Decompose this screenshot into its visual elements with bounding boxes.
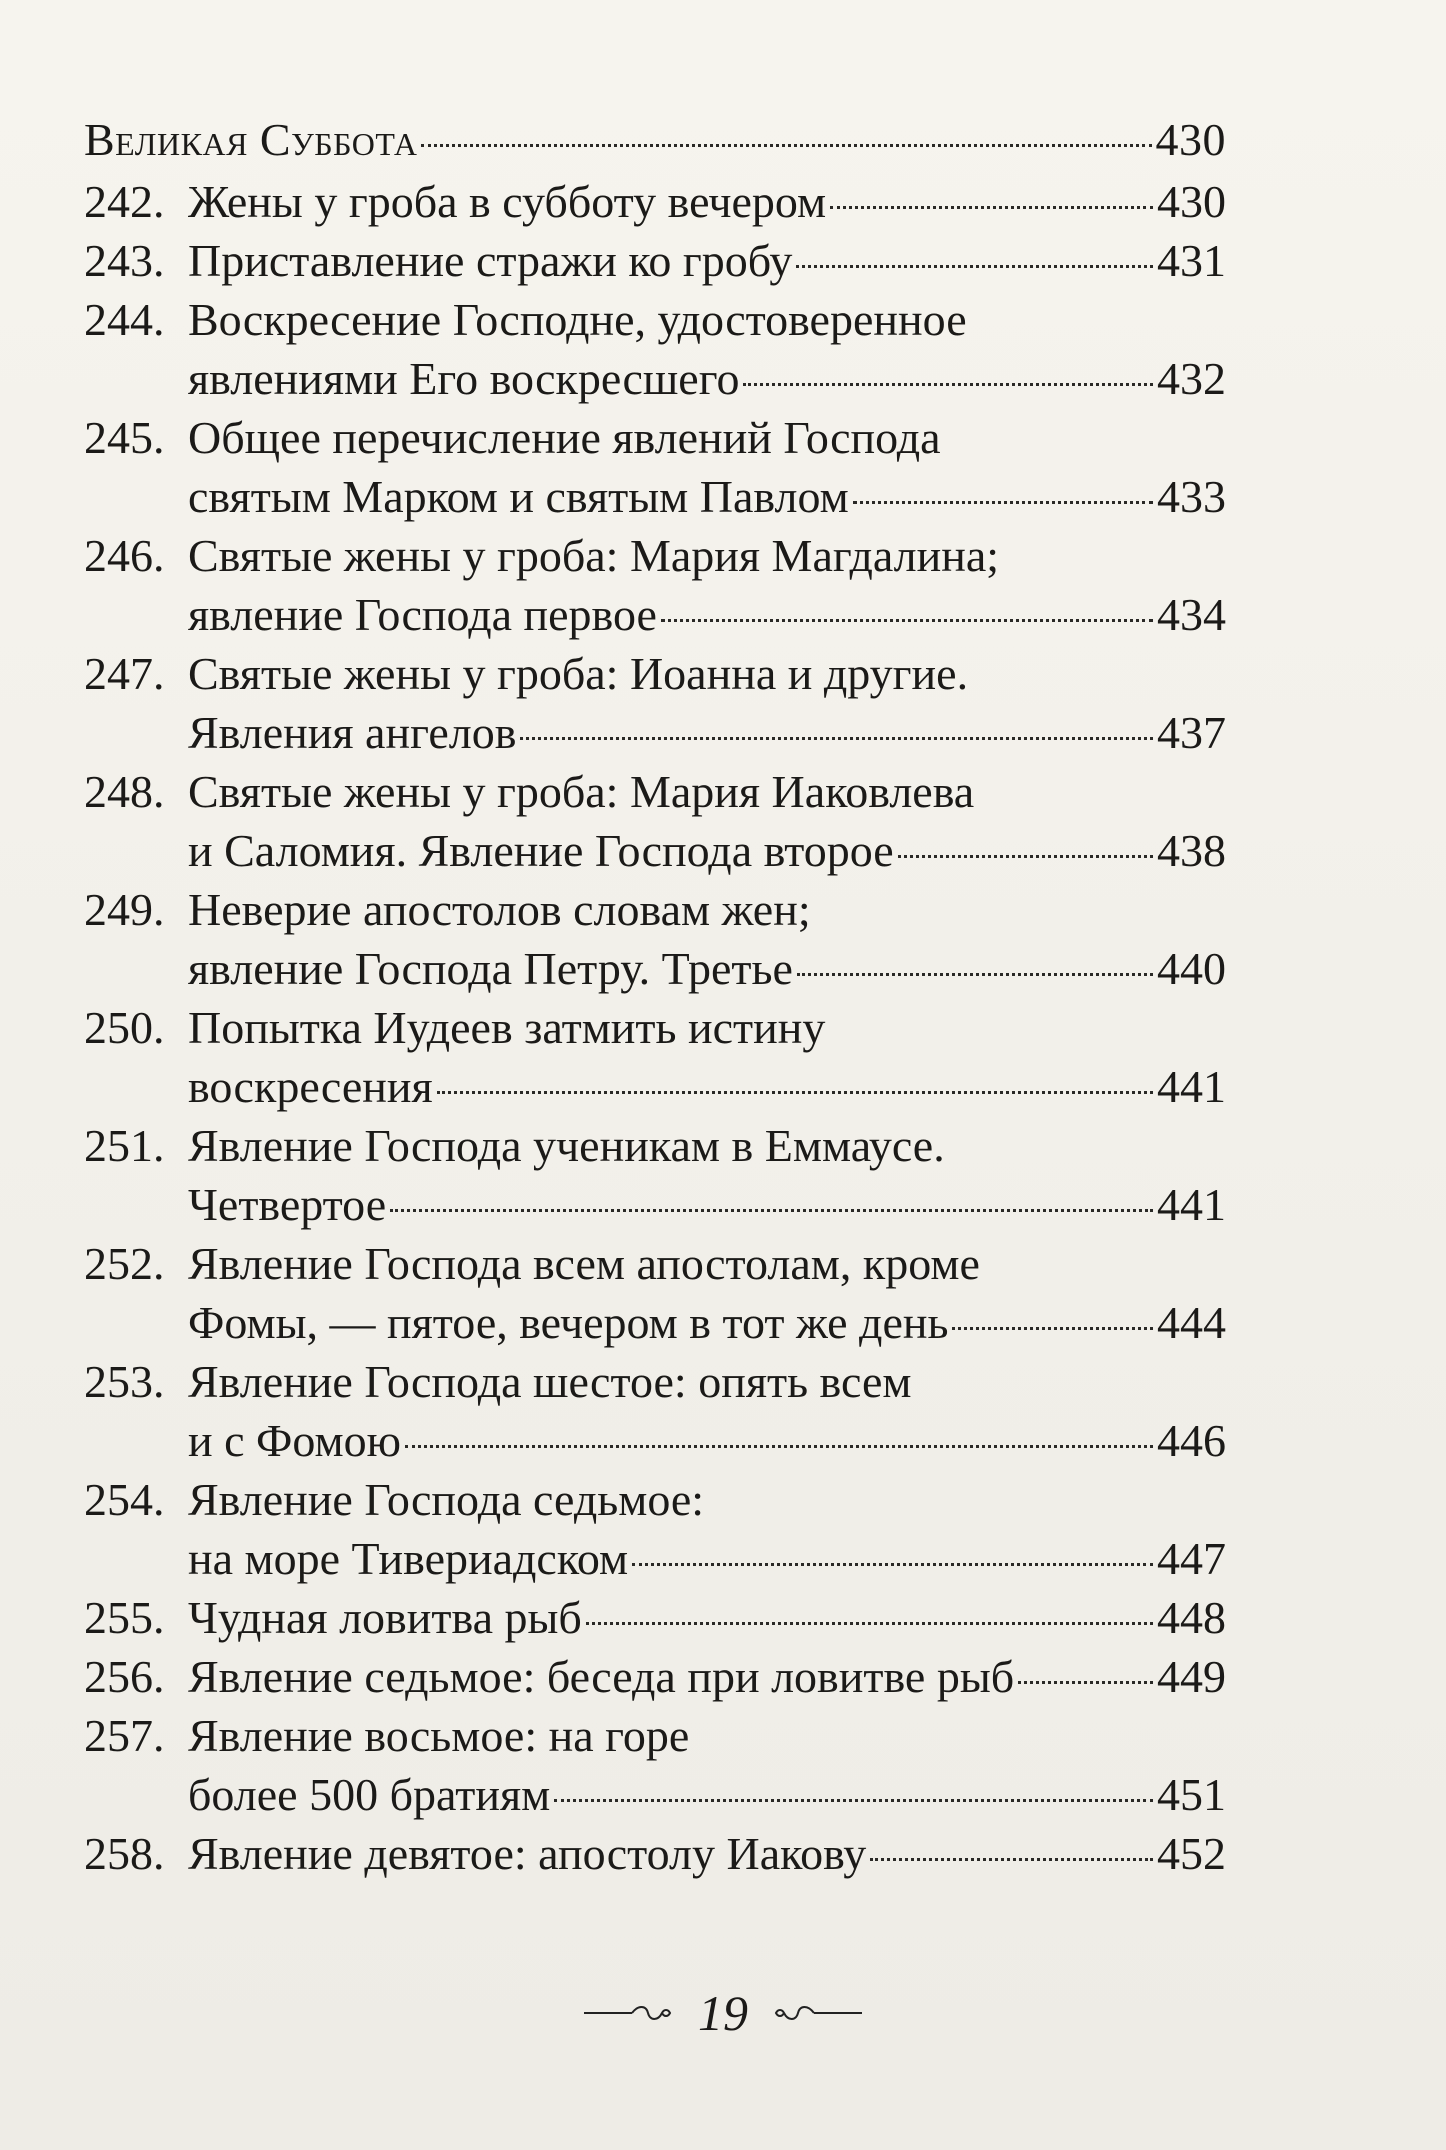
dot-leader bbox=[390, 1209, 1153, 1212]
flourish-icon bbox=[582, 2001, 672, 2025]
entry-page: 444 bbox=[1157, 1297, 1226, 1348]
dot-leader bbox=[405, 1445, 1153, 1448]
entry-title-line: на море Тивериадском bbox=[188, 1533, 629, 1584]
entry-title-line: Воскресение Господне, удостоверенное bbox=[188, 294, 967, 345]
toc-entry bbox=[84, 1234, 1226, 1352]
entry-page: 431 bbox=[1157, 235, 1226, 286]
entry-body bbox=[188, 1824, 1226, 1883]
dot-leader bbox=[554, 1799, 1153, 1802]
entry-number: 257. bbox=[84, 1710, 165, 1761]
entry-page: 434 bbox=[1157, 589, 1226, 640]
toc-entry bbox=[84, 880, 1226, 998]
entry-page: 433 bbox=[1157, 471, 1226, 522]
entry-number: 250. bbox=[84, 1002, 165, 1053]
entry-number: 252. bbox=[84, 1238, 165, 1289]
toc-entry bbox=[84, 1647, 1226, 1706]
entry-last-line bbox=[188, 1057, 1226, 1116]
entry-page: 447 bbox=[1157, 1533, 1226, 1584]
entry-last-line bbox=[188, 1175, 1226, 1234]
toc-entries bbox=[84, 172, 1226, 1883]
entry-number: 248. bbox=[84, 766, 165, 817]
entry-number: 243. bbox=[84, 235, 165, 286]
entry-last-line bbox=[188, 939, 1226, 998]
entry-last-line bbox=[188, 1824, 1226, 1883]
entry-last-line bbox=[188, 349, 1226, 408]
dot-leader bbox=[520, 737, 1153, 740]
entry-title-line: и с Фомою bbox=[188, 1415, 401, 1466]
entry-title-line: более 500 братиям bbox=[188, 1769, 551, 1820]
toc-entry bbox=[84, 998, 1226, 1116]
dot-leader bbox=[870, 1858, 1153, 1861]
entry-last-line bbox=[188, 1293, 1226, 1352]
entry-body bbox=[188, 408, 1226, 526]
entry-title-line: воскресения bbox=[188, 1061, 433, 1112]
entry-title-line: и Саломия. Явление Господа второе bbox=[188, 825, 894, 876]
dot-leader bbox=[1018, 1681, 1153, 1684]
entry-title-line: Общее перечисление явлений Господа bbox=[188, 412, 941, 463]
entry-last-line bbox=[188, 1529, 1226, 1588]
entry-number: 256. bbox=[84, 1651, 165, 1702]
dot-leader bbox=[853, 501, 1153, 504]
toc-section-heading bbox=[84, 108, 1226, 172]
entry-body bbox=[188, 526, 1226, 644]
entry-page: 441 bbox=[1157, 1061, 1226, 1112]
entry-last-line bbox=[188, 231, 1226, 290]
dot-leader bbox=[421, 144, 1151, 147]
page-number: 19 bbox=[698, 1985, 748, 2041]
dot-leader bbox=[586, 1622, 1153, 1625]
entry-title-line: Святые жены у гроба: Мария Магдалина; bbox=[188, 530, 1000, 581]
dot-leader bbox=[743, 383, 1153, 386]
entry-title-line: Фомы, — пятое, вечером в тот же день bbox=[188, 1297, 949, 1348]
entry-body bbox=[188, 762, 1226, 880]
dot-leader bbox=[898, 855, 1153, 858]
entry-last-line bbox=[188, 1765, 1226, 1824]
entry-body bbox=[188, 1116, 1226, 1234]
toc-entry bbox=[84, 1706, 1226, 1824]
entry-last-line bbox=[188, 585, 1226, 644]
entry-number: 251. bbox=[84, 1120, 165, 1171]
entry-number: 247. bbox=[84, 648, 165, 699]
entry-number: 245. bbox=[84, 412, 165, 463]
entry-page: 432 bbox=[1157, 353, 1226, 404]
entry-body bbox=[188, 644, 1226, 762]
entry-title-line: Жены у гроба в субботу вечером bbox=[188, 176, 827, 227]
entry-title-line: явлениями Его воскресшего bbox=[188, 353, 740, 404]
entry-title-line: Явление Господа всем апостолам, кроме bbox=[188, 1238, 980, 1289]
entry-number: 255. bbox=[84, 1592, 165, 1643]
entry-body bbox=[188, 1352, 1226, 1470]
entry-title-line: Попытка Иудеев затмить истину bbox=[188, 1002, 826, 1053]
toc-entry bbox=[84, 290, 1226, 408]
toc-entry bbox=[84, 1352, 1226, 1470]
entry-page: 441 bbox=[1157, 1179, 1226, 1230]
entry-page: 449 bbox=[1157, 1651, 1226, 1702]
entry-page: 437 bbox=[1157, 707, 1226, 758]
dot-leader bbox=[661, 619, 1153, 622]
entry-last-line bbox=[188, 1647, 1226, 1706]
entry-last-line bbox=[188, 1411, 1226, 1470]
entry-title-line: Приставление стражи ко гробу bbox=[188, 235, 793, 286]
entry-body bbox=[188, 1706, 1226, 1824]
toc-entry bbox=[84, 1824, 1226, 1883]
entry-last-line bbox=[188, 703, 1226, 762]
entry-body bbox=[188, 172, 1226, 231]
entry-title-line: Неверие апостолов словам жен; bbox=[188, 884, 811, 935]
entry-last-line bbox=[188, 821, 1226, 880]
dot-leader bbox=[796, 265, 1153, 268]
entry-number: 246. bbox=[84, 530, 165, 581]
entry-title-line: Чудная ловитва рыб bbox=[188, 1592, 582, 1643]
entry-last-line bbox=[188, 172, 1226, 231]
section-page: 430 bbox=[1155, 114, 1226, 165]
toc-entry bbox=[84, 1588, 1226, 1647]
entry-page: 451 bbox=[1157, 1769, 1226, 1820]
entry-last-line bbox=[188, 1588, 1226, 1647]
entry-number: 253. bbox=[84, 1356, 165, 1407]
entry-page: 448 bbox=[1157, 1592, 1226, 1643]
entry-last-line bbox=[188, 467, 1226, 526]
entry-body bbox=[188, 880, 1226, 998]
entry-title-line: Явления ангелов bbox=[188, 707, 517, 758]
entry-number: 244. bbox=[84, 294, 165, 345]
section-title: Великая Суббота bbox=[84, 114, 418, 165]
entry-body bbox=[188, 1234, 1226, 1352]
entry-body bbox=[188, 1588, 1226, 1647]
entry-page: 430 bbox=[1157, 176, 1226, 227]
dot-leader bbox=[797, 973, 1153, 976]
entry-page: 452 bbox=[1157, 1828, 1226, 1879]
dot-leader bbox=[437, 1091, 1153, 1094]
entry-body bbox=[188, 290, 1226, 408]
entry-page: 440 bbox=[1157, 943, 1226, 994]
entry-title-line: явление Господа Петру. Третье bbox=[188, 943, 793, 994]
entry-page: 446 bbox=[1157, 1415, 1226, 1466]
entry-title-line: явление Господа первое bbox=[188, 589, 657, 640]
entry-body bbox=[188, 231, 1226, 290]
entry-title-line: Святые жены у гроба: Мария Иаковлева bbox=[188, 766, 975, 817]
toc-entry bbox=[84, 762, 1226, 880]
entry-title-line: Явление восьмое: на горе bbox=[188, 1710, 690, 1761]
entry-number: 242. bbox=[84, 176, 165, 227]
entry-page: 438 bbox=[1157, 825, 1226, 876]
toc-entry bbox=[84, 1470, 1226, 1588]
entry-title-line: Явление Господа седьмое: bbox=[188, 1474, 705, 1525]
toc-entry bbox=[84, 644, 1226, 762]
entry-title-line: святым Марком и святым Павлом bbox=[188, 471, 849, 522]
dot-leader bbox=[830, 206, 1153, 209]
entry-body bbox=[188, 1470, 1226, 1588]
table-of-contents bbox=[84, 108, 1226, 1883]
toc-entry bbox=[84, 231, 1226, 290]
entry-number: 249. bbox=[84, 884, 165, 935]
flourish-icon bbox=[774, 2001, 864, 2025]
entry-title-line: Четвертое bbox=[188, 1179, 387, 1230]
entry-title-line: Явление седьмое: беседа при ловитве рыб bbox=[188, 1651, 1015, 1702]
toc-entry bbox=[84, 526, 1226, 644]
entry-number: 254. bbox=[84, 1474, 165, 1525]
entry-body bbox=[188, 998, 1226, 1116]
entry-title-line: Явление девятое: апостолу Иакову bbox=[188, 1828, 867, 1879]
entry-title-line: Явление Господа шестое: опять всем bbox=[188, 1356, 912, 1407]
toc-entry bbox=[84, 1116, 1226, 1234]
entry-body bbox=[188, 1647, 1226, 1706]
dot-leader bbox=[632, 1563, 1153, 1566]
toc-entry bbox=[84, 408, 1226, 526]
entry-number: 258. bbox=[84, 1828, 165, 1879]
page-footer bbox=[0, 1984, 1446, 2042]
toc-entry bbox=[84, 172, 1226, 231]
entry-title-line: Явление Господа ученикам в Еммаусе. bbox=[188, 1120, 945, 1171]
entry-title-line: Святые жены у гроба: Иоанна и другие. bbox=[188, 648, 969, 699]
dot-leader bbox=[952, 1327, 1153, 1330]
